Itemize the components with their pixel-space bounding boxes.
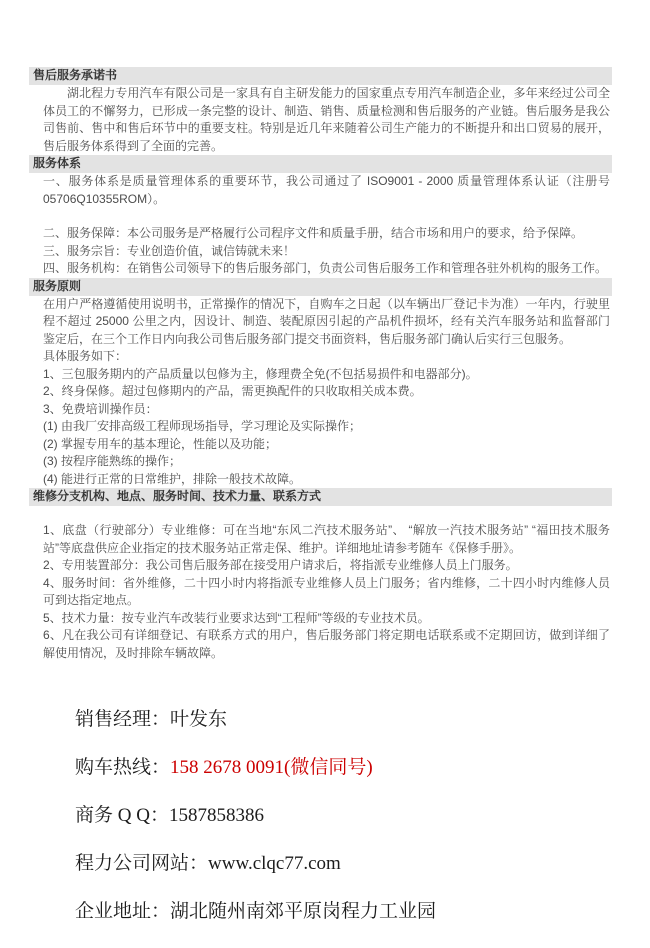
intro-block [29,85,612,155]
sub-list-item: (4) 能进行正常的日常维护，排除一般技术故障。 [43,471,302,486]
sub-list-item: (3) 按程序能熟练的操作； [43,454,182,468]
section-service-system [29,173,612,278]
list-item: 6、凡在我公司有详细登记、有联系方式的用户，售后服务部门将定期电话联系或不定期回访，做到详细了解使用情况，及时排除车辆故障。 [43,628,610,660]
list-item: 3、免费培训操作员： [43,401,158,416]
section-repair-network [29,522,612,662]
list-item: 4、服务时间：省外维修，二十四小时内将指派专业维修人员上门服务；省内维修，二十四小时内维修人员可到达指定地点。 [43,575,610,607]
list-item: 5、技术力量：按专业汽车改装行业要求达到“工程师”等级的专业技术员。 [43,610,430,625]
list-item: 1、底盘（行驶部分）专业维修：可在当地“东风二汽技术服务站”、 “解放一汽技术服务站” “福田技术服务站”等底盘供应企业指定的技术服务站正常走保、维护。详细地址请参考随车《保修手册》。 [43,523,610,555]
document-page [29,67,612,948]
website-line [75,852,612,876]
address-label: 企业地址： [75,901,171,922]
section-header-repair-network: 维修分支机构、地点、服务时间、技术力量、联系方式 [29,488,612,506]
website-url: www.clqc77.com [208,853,341,874]
list-item: 1、三包服务期内的产品质量以包修为主，修理费全免(不包括易损件和电器部分)。 [43,366,478,381]
list-item: 一、服务体系是质量管理体系的重要环节，我公司通过了 ISO9001 - 2000 质量管理体系认证（注册号 05706Q10355ROM）。 [43,174,610,206]
sales-manager-label: 销售经理： [75,709,171,730]
list-item: 二、服务保障：本公司服务是严格履行公司程序文件和质量手册，结合市场和用户的要求，给予保障。 [43,226,584,240]
section-header-service-principles: 服务原则 [29,278,612,296]
address-line [75,900,612,924]
qq-line [75,804,612,828]
section-header-service-system: 服务体系 [29,155,612,173]
section-service-principles [29,296,612,489]
sales-manager-value: 叶发东 [170,709,228,730]
sales-manager-line [75,708,612,732]
hotline-line [75,756,612,780]
title-bar: 售后服务承诺书 [29,67,612,85]
sub-list-title: 具体服务如下： [43,349,128,363]
address-value: 湖北随州南郊平原岗程力工业园 [170,901,437,922]
hotline-label: 购车热线： [75,757,171,778]
qq-label: 商务 Q Q： [75,805,169,826]
contact-block [75,708,612,924]
list-item: 三、服务宗旨：专业创造价值，诚信铸就未来！ [43,243,296,258]
sub-list-item: (1) 由我厂安排高级工程师现场指导，学习理论及实际操作； [43,419,362,433]
list-item: 四、服务机构：在销售公司领导下的售后服务部门，负责公司售后服务工作和管理各驻外机构的服务工作。 [43,261,608,275]
list-item: 2、专用装置部分：我公司售后服务部在接受用户请求后，将指派专业维修人员上门服务。 [43,558,518,572]
lead-paragraph: 在用户严格遵循使用说明书，正常操作的情况下，自购车之日起（以车辆出厂登记卡为准）一年内，行驶里程不超过 25000 公里之内，因设计、制造、装配原因引起的产品机件损坏，经有关汽车服务站和监督部门鉴定后，在三个工作日内向我公司售后服务部门提交书面资料，售后服务部门确认后实行三包服务。 [43,296,610,346]
list-item: 2、终身保修。超过包修期内的产品，需更换配件的只收取相关成本费。 [43,384,422,398]
hotline-phone-number: 158 2678 0091(微信同号) [170,757,373,778]
sub-list-item: (2) 掌握专用车的基本理论，性能以及功能； [43,436,278,451]
intro-paragraph: 湖北程力专用汽车有限公司是一家具有自主研发能力的国家重点专用汽车制造企业，多年来经过公司全体员工的不懈努力，已形成一条完整的设计、制造、销售、质量检测和售后服务的产业链。售后服务是我公司售前、售中和售后环节中的重要支柱。特别是近几年来随着公司生产能力的不断提升和出口贸易的展开，售后服务体系得到了全面的完善。 [43,86,610,153]
website-label: 程力公司网站： [75,853,209,874]
qq-number: 1587858386 [168,805,264,826]
